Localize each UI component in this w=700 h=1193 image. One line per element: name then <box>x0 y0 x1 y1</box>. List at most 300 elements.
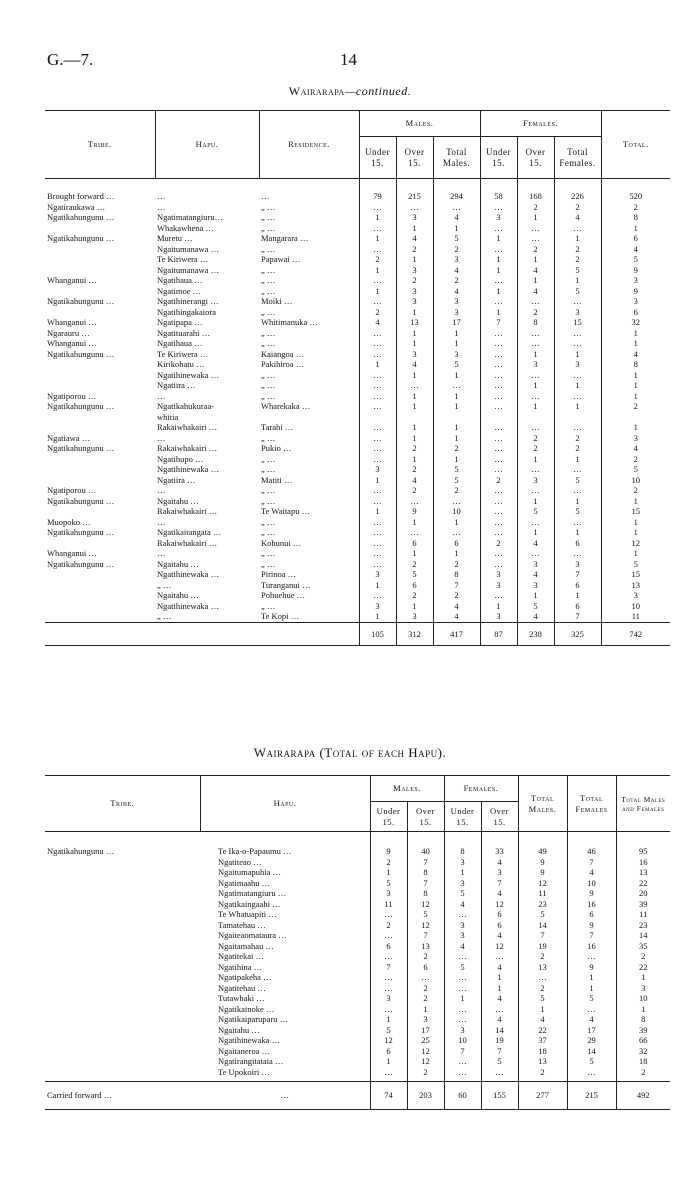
cell-total-males: 8 <box>433 569 480 580</box>
cell-hapu: Ngatihinewaka … <box>200 1035 370 1046</box>
cell-hapu: Ngatitekai … <box>200 951 370 962</box>
cell-hapu: Rakaiwhakairi … <box>157 506 218 516</box>
cell-tribe: Ngatiraukawa … <box>47 201 106 212</box>
cf-total-males: 277 <box>518 1082 567 1110</box>
header-males-over15: Over 15. <box>396 137 433 179</box>
cell-total: 5 <box>633 558 638 569</box>
table1-title-main: Wairarapa <box>288 84 345 98</box>
cell-total-males: 4 <box>433 601 480 612</box>
cell-total-females: 1 <box>554 349 601 360</box>
cell-total: 4 <box>633 443 638 453</box>
cell-tribe: Whanganui … <box>47 275 97 285</box>
header-females-under15: Under 15. <box>480 137 517 179</box>
cell-males-over15: 17 <box>407 1025 444 1036</box>
cell-total-females: 2 <box>554 244 601 255</box>
cell-males-under15: … <box>370 930 407 941</box>
cell-males-under15: … <box>359 433 396 444</box>
table-row <box>45 433 670 444</box>
table1-body <box>45 179 670 623</box>
cell-females-over15: 1 <box>517 275 554 286</box>
cell-total-females: … <box>567 951 616 962</box>
table-row <box>45 328 670 339</box>
cell-females-over15: 4 <box>481 1014 518 1025</box>
cell-total: 2 <box>641 951 646 961</box>
cell-tribe <box>45 244 155 255</box>
cell-total: 1 <box>641 1003 646 1014</box>
cell-males-over15: … <box>396 380 433 391</box>
cell-residence: Kaiangoa … <box>259 349 359 360</box>
cell-males-over15: 12 <box>407 920 444 931</box>
cell-total: 1 <box>633 548 638 558</box>
cell-males-over15: 9 <box>396 506 433 517</box>
cell-tribe <box>45 422 155 433</box>
cell-females-over15: 3 <box>517 580 554 591</box>
cell-hapu: Ngatikainoke … <box>200 1004 370 1015</box>
cell-total-males: 2 <box>433 559 480 570</box>
table-row <box>45 391 670 402</box>
cell-females-over15: 2 <box>517 307 554 318</box>
total-males-over15: 312 <box>396 622 433 646</box>
cell-total-males: 1 <box>433 370 480 381</box>
table-row <box>45 559 670 570</box>
cell-males-over15: 3 <box>396 296 433 307</box>
cell-hapu: Tutawhaki … <box>200 993 370 1004</box>
cell-tribe: Ngatiporou … <box>47 390 97 401</box>
cell-total: 2 <box>633 401 638 411</box>
cell-males-over15: 1 <box>396 548 433 559</box>
cell-total-males: 7 <box>518 930 567 941</box>
cell-hapu: „ … <box>157 611 172 621</box>
cell-hapu: Ngatimatangiuru… <box>157 212 224 222</box>
cell-tribe <box>45 359 155 370</box>
table-row <box>45 454 670 465</box>
cell-total: 3 <box>633 432 638 443</box>
cell-hapu: whitia <box>157 411 179 422</box>
cell-tribe <box>45 1056 200 1067</box>
cell-males-under15: … <box>370 1004 407 1015</box>
cell-males-under15: … <box>359 485 396 496</box>
cell-total-males: 4 <box>433 212 480 223</box>
cell-total-males: 14 <box>518 920 567 931</box>
cell-females-over15: 1 <box>517 590 554 601</box>
total-females-over15: 238 <box>517 622 554 646</box>
cell-tribe <box>45 580 155 591</box>
cell-males-over15: 7 <box>407 930 444 941</box>
cell-total: 16 <box>639 856 648 867</box>
cell-tribe <box>45 920 200 931</box>
cell-females-under15: 2 <box>480 475 517 486</box>
t2-header-tribe: Tribe. <box>45 776 200 832</box>
cell-hapu: … <box>157 548 166 558</box>
table-row <box>45 179 670 202</box>
cell-females-under15: 4 <box>444 941 481 952</box>
cell-total: 15 <box>631 569 641 579</box>
cell-residence: „ … <box>259 601 359 612</box>
cell-tribe <box>45 941 200 952</box>
cell-hapu: Ngatikaitangata … <box>157 527 222 537</box>
cell-females-under15: … <box>444 972 481 983</box>
cell-males-over15: 1 <box>396 391 433 402</box>
cell-hapu: „ … <box>157 579 172 590</box>
table-row <box>45 590 670 601</box>
cell-total: 6 <box>633 233 638 243</box>
cell-total-females: 2 <box>554 254 601 265</box>
cell-males-under15: … <box>370 972 407 983</box>
cell-hapu: Ngaitumanawa … <box>157 264 220 275</box>
cell-total-males: 13 <box>518 1056 567 1067</box>
cell-females-over15: 1 <box>517 349 554 360</box>
t2-header-males: Males. <box>370 776 444 802</box>
table2-title: Wairarapa (Total of each Hapu). <box>253 745 447 760</box>
cell-hapu: … <box>157 432 166 443</box>
t2-header-males-over15: Over 15. <box>407 802 444 832</box>
cell-total-males: 5 <box>433 233 480 244</box>
cell-tribe <box>45 1035 200 1046</box>
cell-total-females: 1 <box>554 233 601 244</box>
cell-females-under15: 3 <box>480 569 517 580</box>
cell-females-under15: 2 <box>480 538 517 549</box>
cell-total-males: 1 <box>433 401 480 412</box>
table-row <box>45 548 670 559</box>
cell-females-under15: … <box>480 517 517 528</box>
cell-residence: „ … <box>259 370 359 381</box>
cf-females-under15: 60 <box>444 1082 481 1110</box>
cell-males-under15: 2 <box>359 307 396 318</box>
cell-males-under15: … <box>359 517 396 528</box>
cell-total: 1 <box>633 390 638 401</box>
cell-hapu: … <box>157 485 166 495</box>
table-row <box>45 857 670 868</box>
cell-females-under15: … <box>480 349 517 360</box>
table-row <box>45 380 670 391</box>
total-males-under15: 105 <box>359 622 396 646</box>
cell-hapu: … <box>157 201 166 212</box>
cell-females-over15: 12 <box>481 899 518 910</box>
cell-hapu: Muretu … <box>157 233 193 243</box>
cell-females-over15: 14 <box>481 1025 518 1036</box>
cell-hapu: Ngatitehau … <box>200 983 370 994</box>
cell-females-over15: 168 <box>517 179 554 202</box>
cell-hapu: Te Ika-o-Papaumu … <box>200 832 370 857</box>
cell-females-over15: … <box>481 951 518 962</box>
cell-tribe <box>45 888 200 899</box>
cell-males-under15: … <box>359 538 396 549</box>
cell-total-females: 4 <box>567 867 616 878</box>
cell-males-over15: 8 <box>407 888 444 899</box>
cell-males-over15: 1 <box>396 370 433 381</box>
table-row <box>45 611 670 622</box>
table-row <box>45 296 670 307</box>
totals-residence-blank <box>259 622 359 646</box>
cf-males-under15: 74 <box>370 1082 407 1110</box>
cell-hapu: Ngatihupo … <box>157 453 204 464</box>
cell-females-over15: … <box>517 370 554 381</box>
cell-total-females: 9 <box>567 962 616 973</box>
cell-total: 1 <box>633 222 638 233</box>
cell-males-over15: … <box>407 972 444 983</box>
cell-males-under15: … <box>359 548 396 559</box>
cell-males-under15: 1 <box>359 212 396 223</box>
cell-females-under15: 3 <box>444 878 481 889</box>
table-row <box>45 993 670 1004</box>
cell-tribe: Whanganui … <box>47 317 97 327</box>
cell-males-over15: 2 <box>396 590 433 601</box>
cell-residence: „ … <box>259 548 359 559</box>
cell-total-males: 2 <box>433 275 480 286</box>
cell-females-under15: 5 <box>444 962 481 973</box>
cell-females-under15: … <box>444 1004 481 1015</box>
cell-females-under15: 3 <box>480 212 517 223</box>
cell-residence: Matiti … <box>259 475 359 486</box>
cell-hapu: Ngaitaneroa … <box>200 1046 370 1057</box>
cell-hapu: Ngatihinewaka … <box>157 569 220 579</box>
cell-total-females: 7 <box>567 857 616 868</box>
cell-total-females: … <box>554 464 601 475</box>
page-id: G.—7. <box>47 50 94 69</box>
cell-males-under15: 5 <box>370 1025 407 1036</box>
cell-males-under15: 2 <box>370 920 407 931</box>
cell-females-under15: … <box>480 328 517 339</box>
cell-females-over15: 1 <box>517 454 554 465</box>
cell-males-under15: 7 <box>370 962 407 973</box>
cell-females-over15: 7 <box>481 878 518 889</box>
cell-total: 3 <box>633 590 638 600</box>
cell-females-over15: 4 <box>481 930 518 941</box>
cell-total-females: 2 <box>554 202 601 213</box>
cell-females-under15: … <box>480 443 517 454</box>
cell-total-females: 1 <box>554 496 601 507</box>
cell-males-under15: … <box>370 951 407 962</box>
cell-males-under15: 1 <box>359 580 396 591</box>
cell-tribe <box>45 878 200 889</box>
header-tribe: Tribe. <box>45 111 155 179</box>
cell-females-over15: 3 <box>481 867 518 878</box>
cell-residence: Te Waitapu … <box>259 506 359 517</box>
cell-total-females: 16 <box>567 941 616 952</box>
cell-males-over15: 1 <box>396 433 433 444</box>
cell-total-males <box>433 412 480 423</box>
cell-males-under15: 79 <box>359 179 396 202</box>
cell-females-under15: … <box>444 1056 481 1067</box>
cell-hapu: Ngatihaua … <box>157 275 203 285</box>
cell-females-over15: 2 <box>517 443 554 454</box>
cell-females-under15: 1 <box>480 254 517 265</box>
carried-forward-label: Carried forward … <box>45 1082 200 1110</box>
cell-tribe: Ngatikahungunu … <box>47 348 115 359</box>
table-row <box>45 370 670 381</box>
cell-residence: „ … <box>259 496 359 507</box>
cell-total: 39 <box>639 1024 648 1035</box>
cell-females-under15: … <box>480 559 517 570</box>
cell-males-over15: 2 <box>396 485 433 496</box>
cell-residence: Turanganui … <box>259 580 359 591</box>
table-row <box>45 317 670 328</box>
t2-header-hapu: Hapu. <box>200 776 370 832</box>
cell-females-over15: … <box>517 338 554 349</box>
cell-males-over15: 12 <box>407 1056 444 1067</box>
cell-males-over15: 3 <box>407 1014 444 1025</box>
cell-hapu: Ngatihina … <box>200 962 370 973</box>
cell-females-under15: … <box>480 202 517 213</box>
totals-tribe-blank <box>45 622 155 646</box>
table-row <box>45 307 670 318</box>
cell-residence: Te Kopi … <box>259 611 359 622</box>
table-row <box>45 920 670 931</box>
cell-females-over15: 8 <box>517 317 554 328</box>
table-row <box>45 972 670 983</box>
cell-total: 3 <box>633 275 638 285</box>
cell-total-females: … <box>567 1067 616 1082</box>
cell-total-females: 46 <box>567 832 616 857</box>
table-row <box>45 1004 670 1015</box>
cell-males-under15: … <box>359 401 396 412</box>
t2-header-total-males-females: Total Males and Females <box>616 776 670 832</box>
table-wairarapa-continued <box>45 110 670 646</box>
cell-tribe <box>45 611 155 622</box>
table-row <box>45 899 670 910</box>
cell-males-over15: 215 <box>396 179 433 202</box>
cell-total-females <box>554 412 601 423</box>
cell-females-over15: 3 <box>517 475 554 486</box>
table-row <box>45 569 670 580</box>
cell-hapu: Te Whatuapiti … <box>200 909 370 920</box>
cell-males-over15: 2 <box>407 983 444 994</box>
cell-females-under15: … <box>480 275 517 286</box>
cell-tribe <box>45 930 200 941</box>
cell-tribe <box>45 983 200 994</box>
table-row <box>45 275 670 286</box>
cell-males-under15: 9 <box>370 832 407 857</box>
cell-tribe <box>45 972 200 983</box>
cell-males-over15: 13 <box>396 317 433 328</box>
table-row <box>45 1025 670 1036</box>
cell-females-over15: 1 <box>481 983 518 994</box>
cell-females-over15: 1 <box>517 380 554 391</box>
cell-males-over15: 3 <box>396 212 433 223</box>
cell-females-over15: 1 <box>517 496 554 507</box>
cell-tribe: Ngatikahungunu … <box>47 212 115 222</box>
table-row <box>45 349 670 360</box>
table-row <box>45 265 670 276</box>
cell-hapu: Ngaiteaomataura … <box>200 930 370 941</box>
cell-females-under15: … <box>444 1014 481 1025</box>
cell-females-over15: 1 <box>517 527 554 538</box>
header-males: Males. <box>359 111 480 137</box>
cell-tribe <box>45 1067 200 1082</box>
cell-females-over15: 1 <box>517 254 554 265</box>
cell-females-over15: 33 <box>481 832 518 857</box>
table1-title <box>0 84 700 99</box>
cell-females-over15: … <box>517 233 554 244</box>
cell-males-under15: 1 <box>359 233 396 244</box>
cell-females-over15: 1 <box>517 401 554 412</box>
cell-total: 1 <box>633 327 638 338</box>
cell-hapu: … <box>157 516 166 527</box>
cell-males-over15: 1 <box>396 254 433 265</box>
cell-tribe: Ngatikahungunu … <box>47 233 115 243</box>
cell-hapu: … <box>157 390 166 401</box>
cell-total-females: 7 <box>554 611 601 622</box>
cell-females-over15: 4 <box>517 265 554 276</box>
cell-males-under15: … <box>370 1067 407 1082</box>
cell-males-over15: 7 <box>407 857 444 868</box>
cell-males-under15: … <box>370 983 407 994</box>
cell-total-males: 2 <box>518 951 567 962</box>
cell-females-under15: 10 <box>444 1035 481 1046</box>
cell-hapu: Rakaiwhakairi … <box>157 537 218 548</box>
cell-females-under15: 7 <box>444 1046 481 1057</box>
cell-total-females: … <box>554 223 601 234</box>
cell-total: 14 <box>639 930 648 940</box>
cell-total: 22 <box>639 961 648 972</box>
cell-males-over15: 2 <box>407 1067 444 1082</box>
table-row <box>45 1067 670 1082</box>
cell-males-under15: … <box>359 223 396 234</box>
cell-males-under15: … <box>359 380 396 391</box>
cell-females-over15: … <box>517 391 554 402</box>
cell-females-over15: … <box>517 485 554 496</box>
cell-total-females: 6 <box>554 580 601 591</box>
cell-tribe <box>45 506 155 517</box>
cell-males-over15: 7 <box>407 878 444 889</box>
cell-tribe <box>45 590 155 601</box>
cell-hapu: Ngatihinewaka … <box>157 369 220 380</box>
cell-males-over15: … <box>396 496 433 507</box>
cell-total-males: 1 <box>433 328 480 339</box>
table-row <box>45 422 670 433</box>
table-row <box>45 580 670 591</box>
cell-hapu: Ngatipakeha … <box>200 972 370 983</box>
table-row <box>45 223 670 234</box>
cell-total-females: … <box>554 517 601 528</box>
cell-males-over15: 2 <box>396 464 433 475</box>
cell-total-males: 2 <box>433 485 480 496</box>
cell-total-males: 18 <box>518 1046 567 1057</box>
cell-males-under15: … <box>359 202 396 213</box>
cell-total: 1 <box>633 516 638 527</box>
cell-males-under15: 3 <box>370 993 407 1004</box>
cell-total-females: 9 <box>567 920 616 931</box>
cell-males-over15: 3 <box>396 349 433 360</box>
page-number: 14 <box>340 50 357 69</box>
cell-males-over15: 1 <box>396 422 433 433</box>
cell-total-females: 7 <box>567 930 616 941</box>
cell-total-males: … <box>433 380 480 391</box>
cell-tribe: Ngatikahungunu … <box>47 558 115 569</box>
cell-males-under15: 3 <box>359 569 396 580</box>
cell-males-over15: 5 <box>407 909 444 920</box>
cell-total: 4 <box>633 243 638 254</box>
cell-hapu: Ngatimoe … <box>157 285 202 296</box>
cell-tribe <box>45 951 200 962</box>
cell-total-females: 5 <box>567 1056 616 1067</box>
cell-females-under15: … <box>480 454 517 465</box>
cell-total-males: 37 <box>518 1035 567 1046</box>
cell-tribe <box>45 899 200 910</box>
cell-total-males: 9 <box>518 867 567 878</box>
cell-females-over15: 4 <box>517 538 554 549</box>
cell-tribe: Ngatiawa … <box>47 432 91 443</box>
cell-males-over15: 1 <box>396 307 433 318</box>
header-males-under15: Under 15. <box>359 137 396 179</box>
cell-females-under15: 1 <box>480 601 517 612</box>
cell-tribe <box>45 867 200 878</box>
t2-header-total-females: Total Females <box>567 776 616 832</box>
cell-total-females: … <box>554 485 601 496</box>
cell-tribe <box>45 254 155 265</box>
cell-residence <box>259 412 359 423</box>
cell-total-males: 11 <box>518 888 567 899</box>
